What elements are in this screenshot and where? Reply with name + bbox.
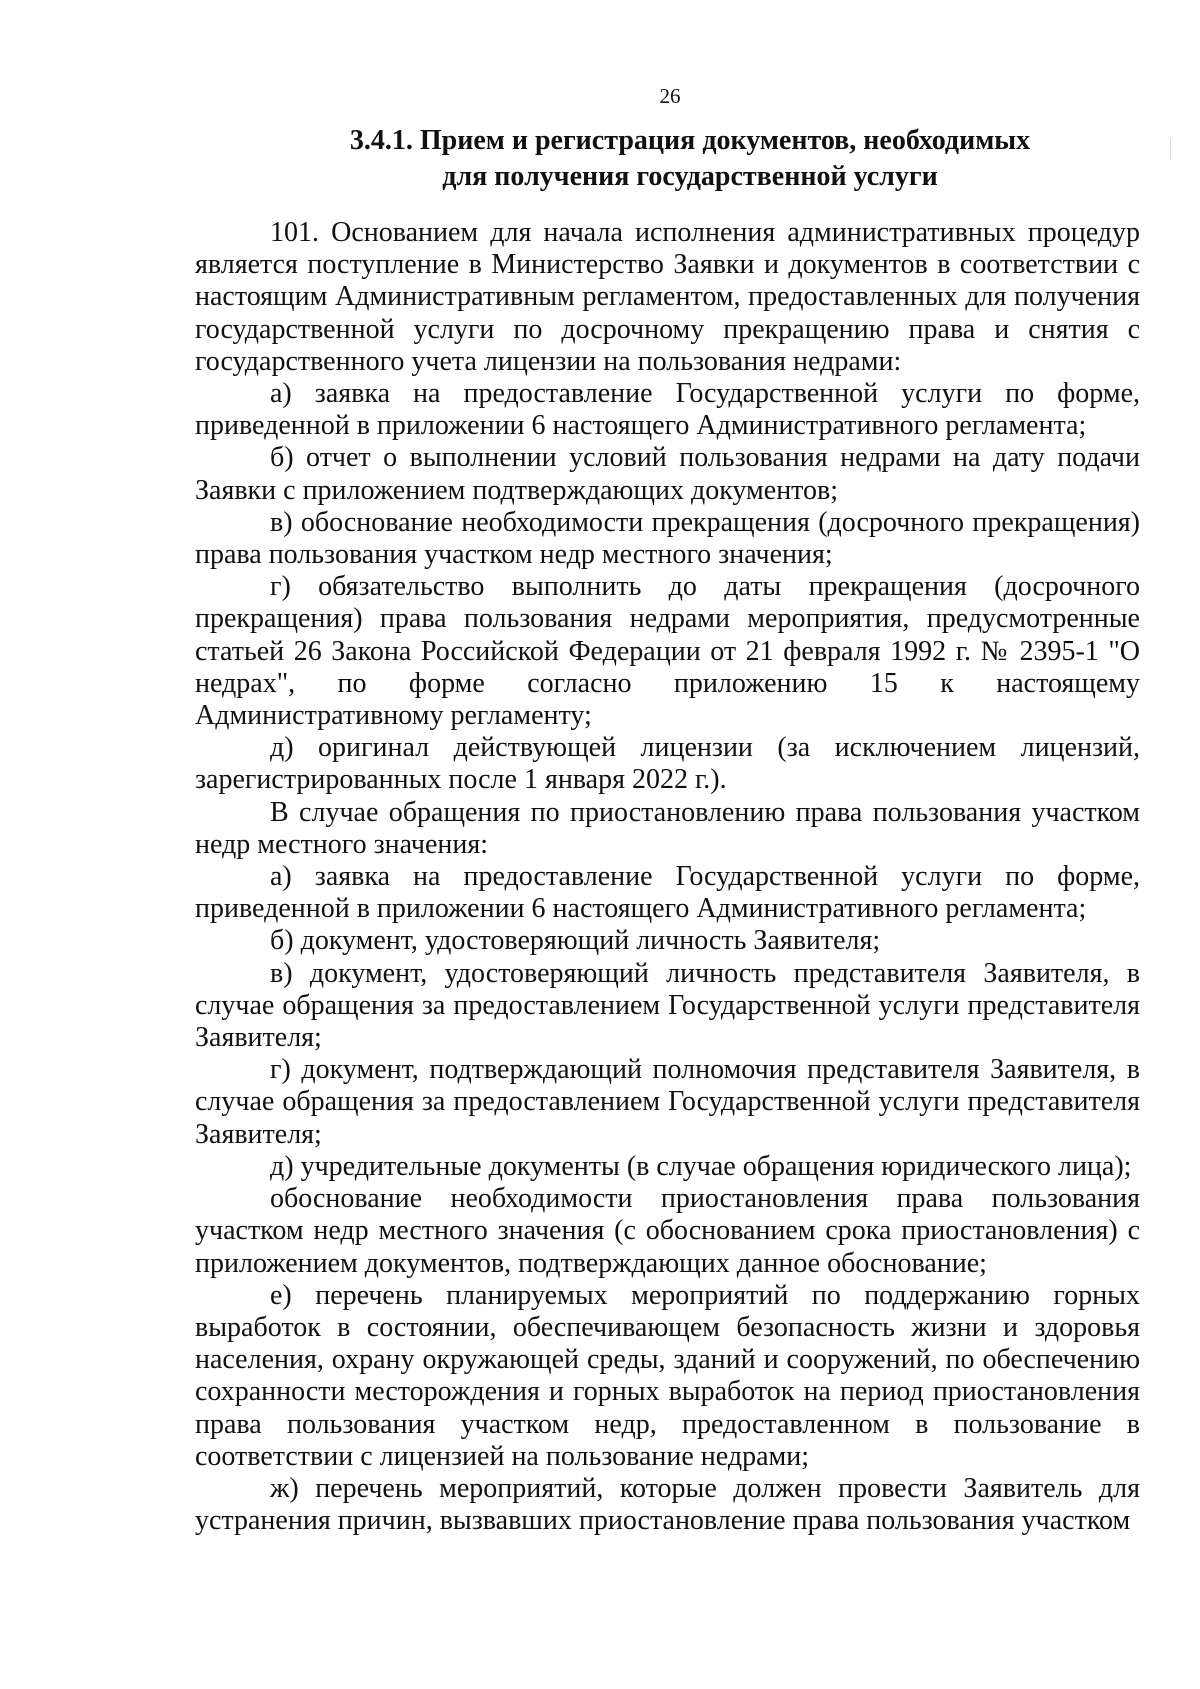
paragraph-suspension-case: В случае обращения по приостановлению права пользования участком недр местного значения: [195, 796, 1140, 860]
list-item-zh-corrective-measures: ж) перечень мероприятий, которые должен провести Заявитель для устранения причин, вызвавших приостановление права пользования участком [195, 1472, 1140, 1537]
section-heading-line-2: для получения государственной услуги [442, 161, 938, 192]
document-body [195, 217, 1140, 1537]
list-item-b-identity-document: б) документ, удостоверяющий личность Заявителя; [270, 925, 881, 957]
paragraph-suspension-justification: обоснование необходимости приостановления права пользования участком недр местного значения (с обоснованием срока приостановления) с приложением документов, подтверждающих данное обоснование; [195, 1183, 1140, 1279]
list-item-g-representative-authority: г) документ, подтверждающий полномочия представителя Заявителя, в случае обращения за предоставлением Государственной услуги представителя Заявителя; [195, 1054, 1140, 1150]
list-item-g-obligation: г) обязательство выполнить до даты прекращения (досрочного прекращения) права пользования недрами мероприятия, предусмотренные статьей 26 Закона Российской Федерации от 21 февраля 1992 г. № 2395-1 "О недрах", по форме согласно приложению 15 к настоящему Административному регламенту; [195, 571, 1140, 732]
list-item-b-report: б) отчет о выполнении условий пользования недрами на дату подачи Заявки с приложением подтверждающих документов; [195, 442, 1140, 506]
paragraph-101-intro: 101. Основанием для начала исполнения административных процедур является поступление в Министерство Заявки и документов в соответствии с настоящим Административным регламентом, предоставленных для получения государственной услуги по досрочному прекращению права и снятия с государственного учета лицензии на пользования недрами: [195, 217, 1140, 377]
list-item-e-planned-measures: е) перечень планируемых мероприятий по поддержанию горных выработок в состоянии, обеспечивающем безопасность жизни и здоровья населения, охрану окружающей среды, зданий и сооружений, по обеспечению сохранности месторождения и горных выработок на период приостановления права пользования участком недр, предоставленном в пользование в соответствии с лицензией на пользование недрами; [195, 1279, 1140, 1472]
list-item-a-application: а) заявка на предоставление Государственной услуги по форме, приведенной в приложении 6 настоящего Административного регламента; [195, 378, 1140, 442]
section-heading [300, 123, 1080, 195]
page-number: 26 [659, 84, 681, 108]
scan-edge-mark [1170, 138, 1171, 160]
list-item-a-application-suspension: а) заявка на предоставление Государственной услуги по форме, приведенной в приложении 6 настоящего Административного регламента; [195, 861, 1140, 925]
list-item-d-founding-documents: д) учредительные документы (в случае обращения юридического лица); [270, 1150, 1132, 1182]
list-item-d-original-license: д) оригинал действующей лицензии (за исключением лицензий, зарегистрированных после 1 января 2022 г.). [195, 732, 1140, 796]
section-heading-line-1: 3.4.1. Прием и регистрация документов, необходимых [349, 125, 1031, 156]
list-item-v-justification: в) обоснование необходимости прекращения (досрочного прекращения) права пользования участком недр местного значения; [195, 506, 1140, 571]
list-item-v-representative-identity: в) документ, удостоверяющий личность представителя Заявителя, в случае обращения за предоставлением Государственной услуги представителя Заявителя; [195, 957, 1140, 1054]
